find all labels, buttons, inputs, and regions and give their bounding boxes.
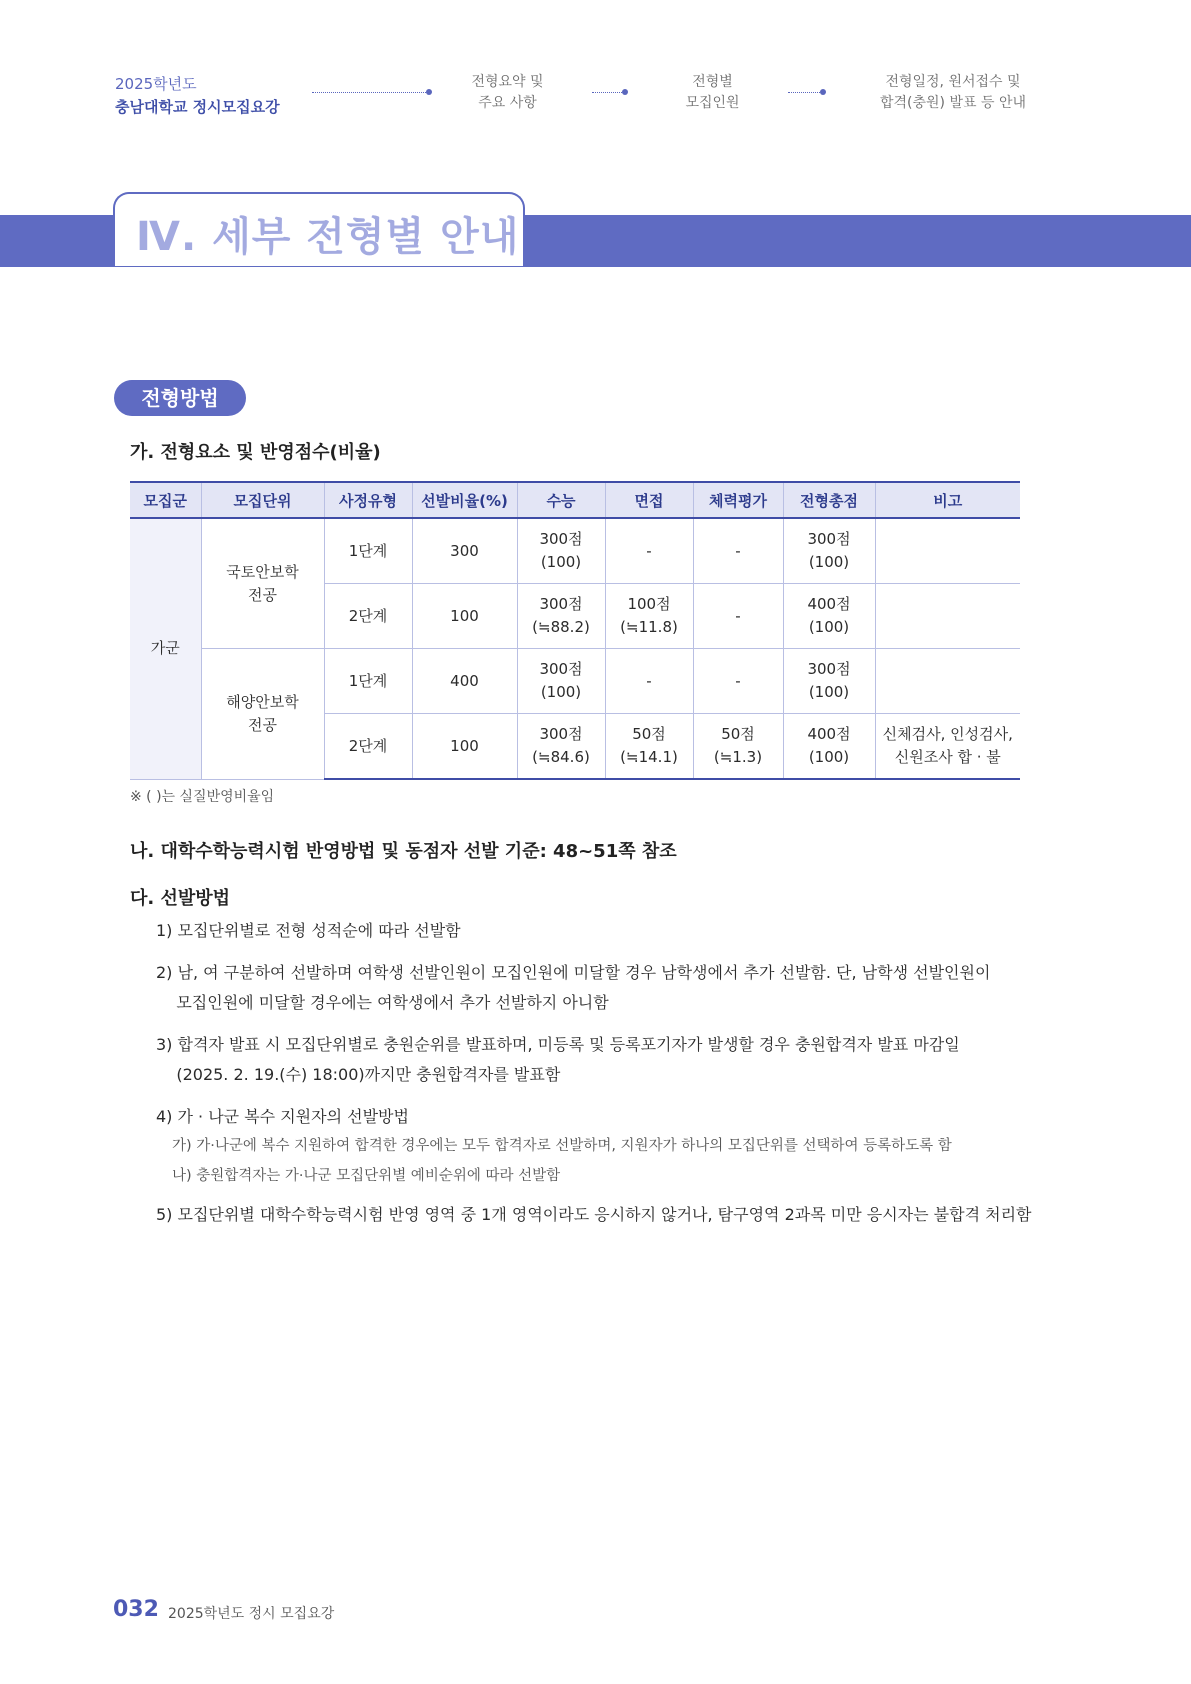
table-cell: 400: [412, 649, 517, 714]
list-subitem: 가) 가·나군에 복수 지원하여 합격한 경우에는 모두 합격자로 선발하며, 지원자가 하나의 모집단위를 선택하여 등록하도록 함: [172, 1138, 952, 1154]
header-step-3[interactable]: [858, 72, 1048, 114]
list-item: 5) 모집단위별 대학수학능력시험 반영 영역 중 1개 영역이라도 응시하지 않거나, 탐구영역 2과목 미만 응시자는 불합격 처리함: [156, 1205, 1032, 1224]
header-progress-dot: [820, 89, 826, 95]
table-header-cell: 모집군: [130, 482, 201, 518]
table-header-cell: 선발비율(%): [412, 482, 517, 518]
header-progress-dot: [426, 89, 432, 95]
table-cell: 100: [412, 714, 517, 780]
table-cell: 신체검사, 인성검사, 신원조사 합 · 불: [875, 714, 1020, 780]
table-header-cell: 사정유형: [324, 482, 412, 518]
header-progress-line: [788, 92, 820, 93]
header-progress-dot: [622, 89, 628, 95]
table-header-cell: 전형총점: [783, 482, 875, 518]
table-unit-cell: 국토안보학 전공: [201, 518, 324, 649]
table-cell: -: [693, 584, 783, 649]
table-cell: 2단계: [324, 714, 412, 780]
subheading-c: 다. 선발방법: [130, 888, 231, 909]
table-footnote: ※ ( )는 실질반영비율임: [130, 789, 275, 805]
table-cell: 50점 (≒1.3): [693, 714, 783, 780]
table-cell: 50점 (≒14.1): [605, 714, 693, 780]
table-header-cell: 면접: [605, 482, 693, 518]
table-cell: [875, 649, 1020, 714]
table-cell: -: [693, 518, 783, 584]
header-step-2-line2: 모집인원: [685, 95, 740, 111]
table-cell: 2단계: [324, 584, 412, 649]
list-item: 4) 가 · 나군 복수 지원자의 선발방법: [156, 1107, 409, 1126]
header-year: 2025학년도: [115, 75, 197, 93]
section-pill: 전형방법: [114, 380, 246, 416]
subheading-a: 가. 전형요소 및 반영점수(비율): [130, 442, 381, 463]
table-cell: 100점 (≒11.8): [605, 584, 693, 649]
table-cell: [875, 584, 1020, 649]
table-cell: 300점 (100): [783, 649, 875, 714]
page-number: 032: [113, 1597, 159, 1622]
list-subitem: 나) 충원합격자는 가·나군 모집단위별 예비순위에 따라 선발함: [172, 1168, 561, 1184]
table-cell: 400점 (100): [783, 584, 875, 649]
table-cell: 100: [412, 584, 517, 649]
subheading-b: 나. 대학수학능력시험 반영방법 및 동점자 선발 기준: 48~51쪽 참조: [130, 841, 677, 862]
header-progress-line: [592, 92, 622, 93]
table-cell: 400점 (100): [783, 714, 875, 780]
table-header-cell: 수능: [517, 482, 605, 518]
header-step-2-line1: 전형별: [692, 74, 733, 90]
table-header-row: [130, 482, 1020, 518]
table-cell: 1단계: [324, 518, 412, 584]
list-item: 2) 남, 여 구분하여 선발하며 여학생 선발인원이 모집인원에 미달할 경우 남학생에서 추가 선발함. 단, 남학생 선발인원이: [156, 963, 991, 982]
table-header-cell: 모집단위: [201, 482, 324, 518]
table-row: [130, 518, 1020, 584]
list-item: 1) 모집단위별로 전형 성적순에 따라 선발함: [156, 921, 461, 940]
header-progress-line: [312, 92, 426, 93]
table-header-cell: 비고: [875, 482, 1020, 518]
table-row: [130, 649, 1020, 714]
table-group-cell: 가군: [130, 518, 201, 779]
header-step-1[interactable]: [455, 72, 560, 114]
header-step-3-line2: 합격(충원) 발표 등 안내: [880, 95, 1026, 111]
list-item: 3) 합격자 발표 시 모집단위별로 충원순위를 발표하며, 미등록 및 등록포기자가 발생할 경우 충원합격자 발표 마감일: [156, 1035, 960, 1054]
header-step-1-line2: 주요 사항: [478, 95, 537, 111]
table-cell: 1단계: [324, 649, 412, 714]
header-step-2[interactable]: [665, 72, 760, 114]
table-cell: 300: [412, 518, 517, 584]
selection-table: [130, 481, 1020, 780]
table-cell: -: [605, 518, 693, 584]
table-unit-cell: 해양안보학 전공: [201, 649, 324, 780]
list-item: 모집인원에 미달할 경우에는 여학생에서 추가 선발하지 아니함: [156, 993, 609, 1012]
table-cell: 300점 (100): [517, 518, 605, 584]
table-header-cell: 체력평가: [693, 482, 783, 518]
header-step-1-line1: 전형요약 및: [471, 74, 544, 90]
table-cell: 300점 (100): [783, 518, 875, 584]
header-title: 충남대학교 정시모집요강: [115, 98, 280, 116]
table-cell: -: [693, 649, 783, 714]
chapter-title: Ⅳ. 세부 전형별 안내: [136, 214, 520, 260]
header-step-3-line1: 전형일정, 원서접수 및: [885, 74, 1021, 90]
table-cell: -: [605, 649, 693, 714]
footer-text: 2025학년도 정시 모집요강: [168, 1606, 335, 1622]
table-cell: 300점 (≒88.2): [517, 584, 605, 649]
list-item: (2025. 2. 19.(수) 18:00)까지만 충원합격자를 발표함: [156, 1065, 561, 1084]
table-cell: [875, 518, 1020, 584]
table-cell: 300점 (≒84.6): [517, 714, 605, 780]
table-cell: 300점 (100): [517, 649, 605, 714]
